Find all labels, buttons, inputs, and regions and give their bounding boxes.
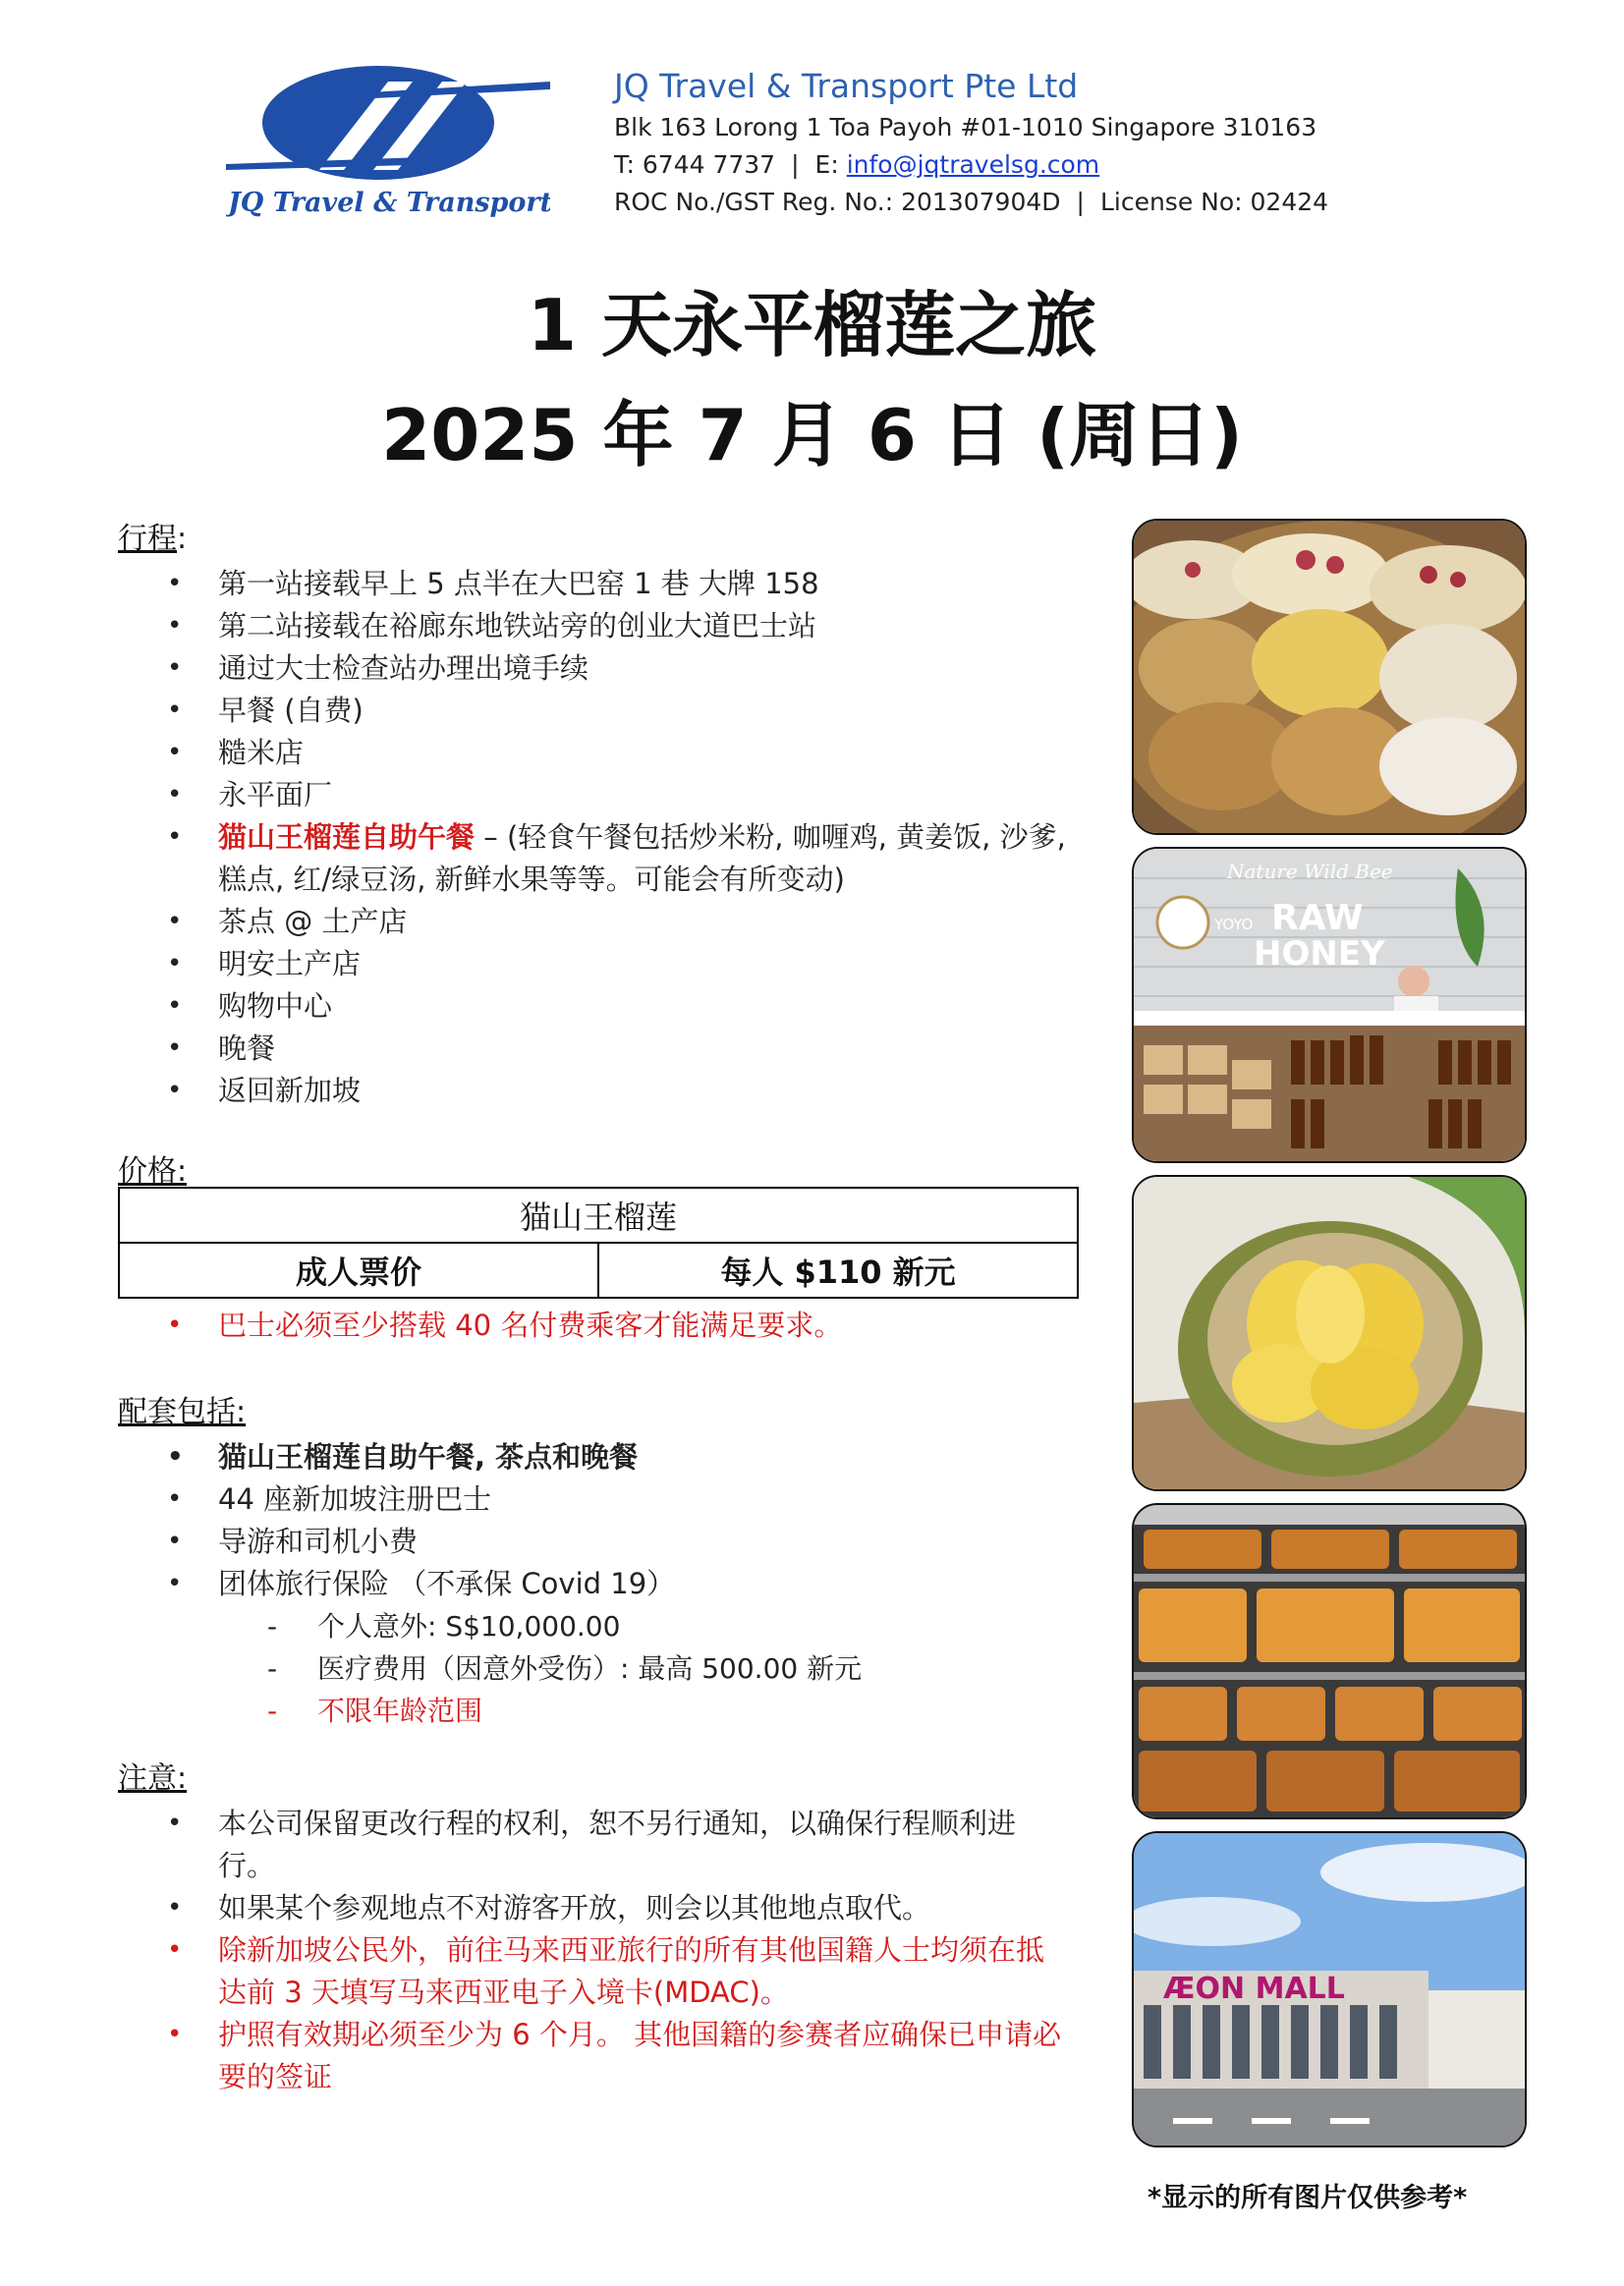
- itinerary-item: • 茶点 @ 土产店: [118, 901, 1110, 943]
- itinerary-heading: [118, 514, 1110, 557]
- note-text: 行。: [218, 1849, 276, 1882]
- package-section: [118, 1387, 1110, 1732]
- logo-text: JQ Travel & Transport: [228, 188, 550, 218]
- license-number: License No: 02424: [1099, 188, 1329, 216]
- itinerary-item: • 第一站接载早上 5 点半在大巴窑 1 巷 大牌 158: [118, 563, 1110, 605]
- notes-section: [118, 1754, 1110, 2098]
- price-table: [118, 1187, 1079, 1299]
- itinerary-heading-text: 行程: [118, 522, 177, 556]
- note-item: [118, 1803, 1110, 1887]
- lunch-details-2: 糕点, 红/绿豆汤, 新鲜水果等等。可能会有所变动): [218, 863, 845, 896]
- pastry-image: [1134, 1505, 1525, 1817]
- note-item: [118, 2014, 1110, 2098]
- durian-photo: [1132, 1175, 1527, 1491]
- adult-fare-label: 成人票价: [119, 1243, 598, 1298]
- itinerary-item: • 永平面厂: [118, 774, 1110, 816]
- email-label: E:: [814, 150, 839, 179]
- separator: |: [1076, 188, 1085, 216]
- min-passenger-note: • 巴士必须至少搭载 40 名付费乘客才能满足要求。: [118, 1305, 1110, 1347]
- mall-sign: ÆON MALL: [1163, 1972, 1345, 2006]
- roc-number: ROC No./GST Reg. No.: 201307904D: [614, 188, 1061, 216]
- itinerary-item: • 购物中心: [118, 985, 1110, 1028]
- aeon-mall-photo: [1132, 1831, 1527, 2147]
- company-address: Blk 163 Lorong 1 Toa Payoh #01-1010 Singapore 310163: [614, 113, 1317, 141]
- company-info: [614, 67, 1328, 225]
- company-name: JQ Travel & Transport Pte Ltd: [614, 67, 1079, 105]
- noodles-image: [1134, 521, 1525, 833]
- itinerary-item: • 糙米店: [118, 732, 1110, 774]
- price-notes: [118, 1305, 1110, 1347]
- insurance-item: - 个人意外: S$10,000.00: [118, 1605, 1110, 1647]
- insurance-sublist: [118, 1605, 1110, 1732]
- itinerary-item: • 返回新加坡: [118, 1070, 1110, 1112]
- honey-shop-image: [1134, 849, 1525, 1161]
- insurance-item: - 不限年龄范围: [118, 1690, 1110, 1732]
- honey-sign-brand: YOYO: [1214, 916, 1254, 933]
- honey-sign-tagline: Nature Wild Bee: [1227, 860, 1393, 883]
- price-table-header-row: [119, 1188, 1078, 1243]
- company-logo: [226, 54, 550, 231]
- price-table-row: [119, 1243, 1078, 1298]
- honey-sign-honey: HONEY: [1254, 934, 1385, 974]
- package-heading: 配套包括:: [118, 1395, 247, 1429]
- honey-shop-photo: [1132, 847, 1527, 1163]
- package-item: • 44 座新加坡注册巴士: [118, 1478, 1110, 1521]
- adult-fare-value: 每人 $110 新元: [598, 1243, 1078, 1298]
- logo-graphic: [226, 54, 550, 231]
- tour-title: [0, 270, 1624, 490]
- package-item: • 导游和司机小费: [118, 1521, 1110, 1563]
- noodles-photo: [1132, 519, 1527, 835]
- note-item: • 如果某个参观地点不对游客开放，则会以其他地点取代。: [118, 1887, 1110, 1929]
- insurance-item: - 医疗费用（因意外受伤）: 最高 500.00 新元: [118, 1647, 1110, 1690]
- package-item: • 团体旅行保险 （不承保 Covid 19）: [118, 1563, 1110, 1605]
- note-item: [118, 1929, 1110, 2014]
- notes-list: [118, 1803, 1110, 2098]
- note-text: 达前 3 天填写马来西亚电子入境卡(MDAC)。: [218, 1976, 789, 2009]
- lunch-highlight: 猫山王榴莲自助午餐: [218, 820, 476, 854]
- itinerary-item: • 通过大士检查站办理出境手续: [118, 647, 1110, 690]
- price-table-title: 猫山王榴莲: [119, 1188, 1078, 1243]
- package-item: • 猫山王榴莲自助午餐, 茶点和晚餐: [118, 1436, 1110, 1478]
- itinerary-item: • 明安土产店: [118, 943, 1110, 985]
- itinerary-heading-colon: :: [177, 522, 188, 556]
- price-heading: 价格:: [118, 1154, 188, 1189]
- honey-sign-raw: RAW: [1271, 898, 1364, 938]
- itinerary-item: • 第二站接载在裕廊东地铁站旁的创业大道巴士站: [118, 605, 1110, 647]
- note-text: 护照有效期必须至少为 6 个月。 其他国籍的参赛者应确保已申请必: [218, 2018, 1062, 2051]
- package-list: [118, 1436, 1110, 1605]
- company-phone: T: 6744 7737: [614, 150, 776, 179]
- durian-image: [1134, 1177, 1525, 1489]
- aeon-mall-image: [1134, 1833, 1525, 2146]
- pastry-photo: [1132, 1503, 1527, 1819]
- tour-date: 2025 年 7 月 6 日 (周日): [381, 394, 1243, 476]
- itinerary-item: • 晚餐: [118, 1028, 1110, 1070]
- itinerary-list: [118, 563, 1110, 1112]
- itinerary-item: • 早餐 (自费): [118, 690, 1110, 732]
- company-registration: [614, 188, 1328, 216]
- tour-title-line1: 1 天永平榴莲之旅: [527, 284, 1097, 366]
- notes-heading: 注意:: [118, 1761, 188, 1796]
- itinerary-item-lunch: [118, 816, 1110, 901]
- note-text: 要的签证: [218, 2060, 333, 2093]
- note-text: 本公司保留更改行程的权利，恕不另行通知，以确保行程顺利进: [218, 1807, 1017, 1840]
- company-contact: [614, 150, 1328, 179]
- itinerary-section: [118, 514, 1110, 1112]
- note-text: 除新加坡公民外，前往马来西亚旅行的所有其他国籍人士均须在抵: [218, 1933, 1045, 1967]
- email-link[interactable]: info@jqtravelsg.com: [846, 150, 1100, 179]
- photo-disclaimer: *显示的所有图片仅供参考*: [1148, 2183, 1468, 2213]
- separator: |: [791, 150, 800, 179]
- lunch-details-1: – (轻食午餐包括炒米粉, 咖喱鸡, 黄姜饭, 沙爹,: [475, 820, 1066, 854]
